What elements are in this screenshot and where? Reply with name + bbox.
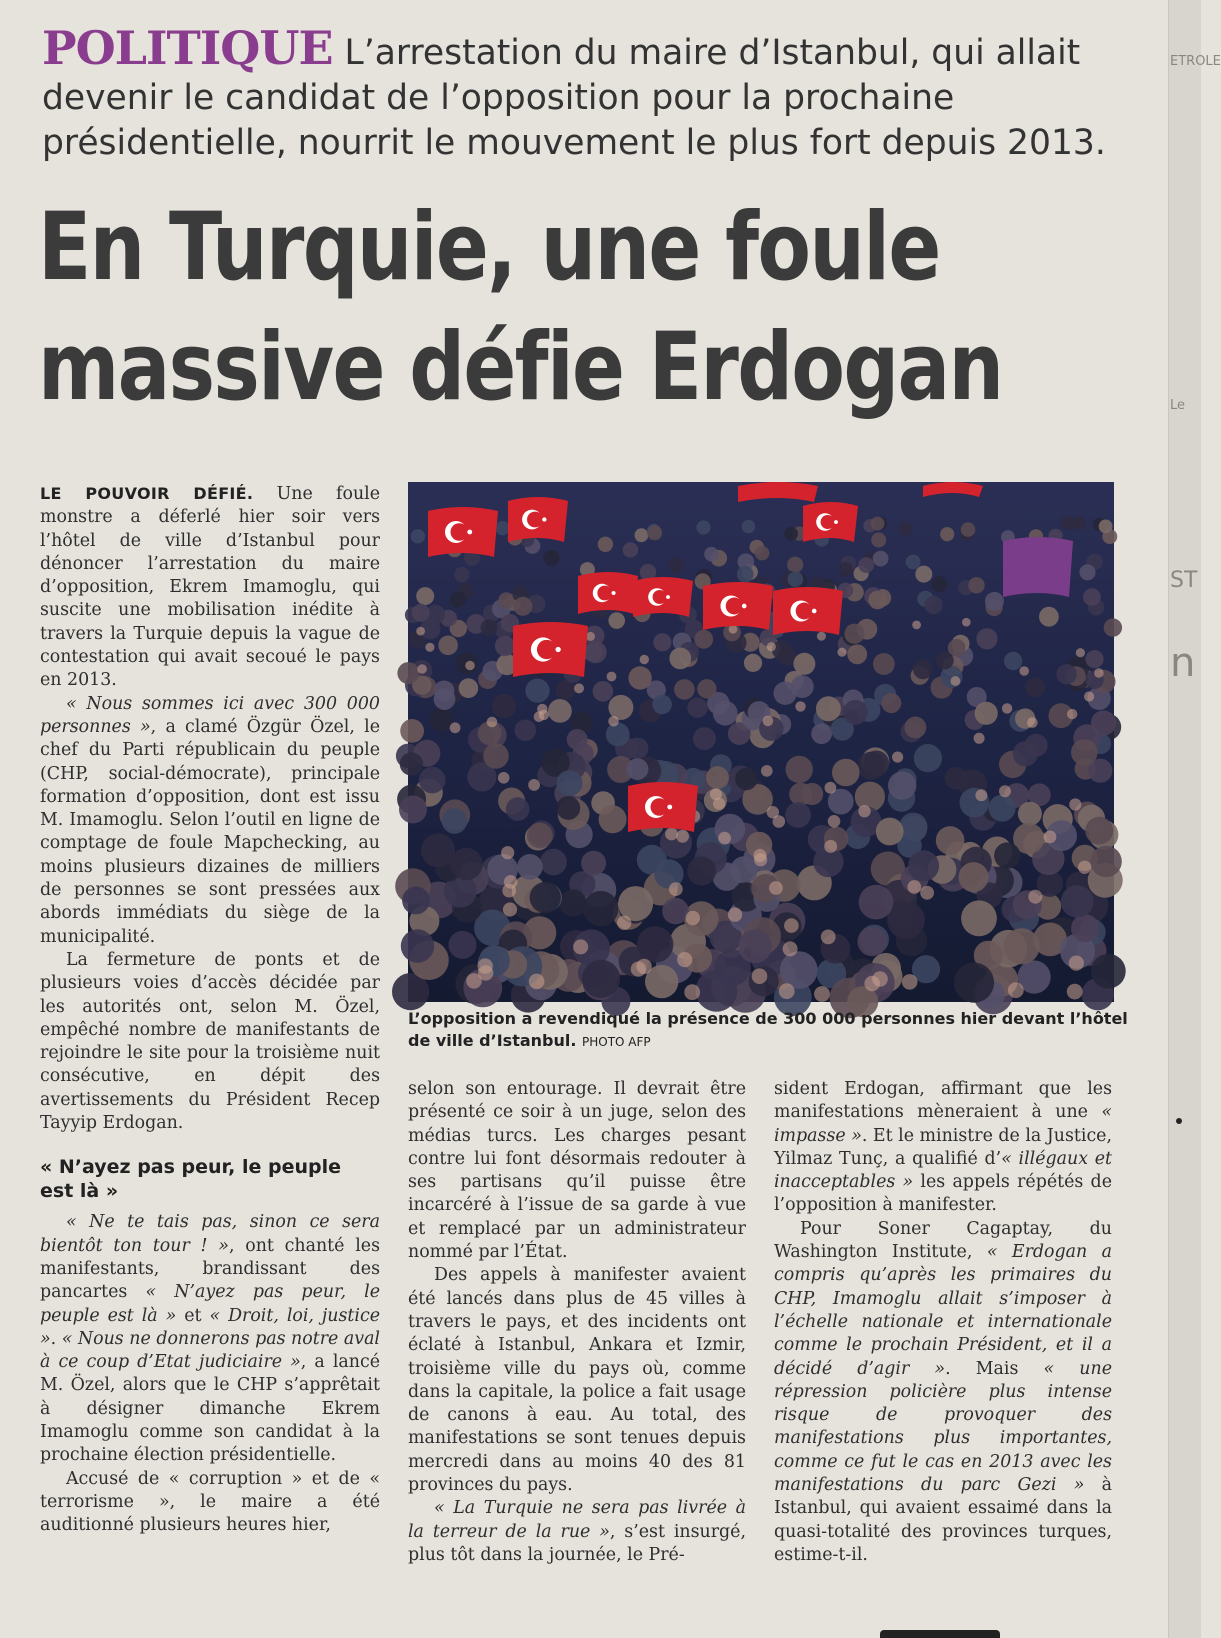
standfirst-text: L’arrestation du maire d’Istanbul, qui allait devenir le candidat de l’opposition pour la prochaine présidentielle, nourrit le mouvement le plus fort depuis 2013. (42, 33, 1106, 163)
turkish-flag (773, 587, 843, 635)
headline-line-2: massive défie Erdogan (38, 313, 1003, 422)
crowd-photo (408, 482, 1114, 1002)
turkish-flag (508, 497, 568, 542)
paragraph: La fermeture de ponts et de plusieurs voies d’accès décidée par les autorités ont, selon M. Özel, empêché nombre de manifestants de rejoindre le site pour la troisième nuit consécutive, en dépit des avertissements du Président Recep Tayyip Erdogan. (40, 949, 380, 1134)
adjacent-page-strip (1168, 0, 1201, 1638)
article-column-1 (40, 482, 380, 1537)
photo-caption: L’opposition a revendiqué la présence de 300 000 personnes hier devant l’hôtel de ville d’Istanbul. PHOTO AFP (408, 1009, 1128, 1050)
turkish-flag (578, 572, 638, 614)
adjacent-page-text: ETROLE (1170, 54, 1221, 69)
paragraph: « Nous sommes ici avec 300 000 personnes », a clamé Özgür Özel, le chef du Parti républicain du peuple (CHP, social-démocrate), principale formation d’opposition, dont est issu M. Imamoglu. Selon l’outil en ligne de comptage de foule Mapchecking, au moins plusieurs dizaines de milliers de personnes se sont pressées aux abords immédiats du siège de la municipalité. (40, 693, 380, 947)
paragraph: « Ne te tais pas, sinon ce sera bientôt ton tour ! », ont chanté les manifestants, brandissant des pancartes « N’ayez pas peur, le peuple est là » et « Droit, loi, justice ». « Nous ne donnerons pas notre aval à ce coup d’Etat judiciaire », a lancé M. Özel, alors que le CHP s’apprêtait à désigner dimanche Ekrem Imamoglu comme son candidat à la prochaine élection présidentielle. (40, 1212, 381, 1466)
turkish-flag (428, 507, 498, 557)
page-edge-mark (880, 1630, 1000, 1638)
adjacent-page-text: n (1170, 640, 1196, 686)
turkish-flag (513, 622, 588, 677)
photo-credit: PHOTO AFP (582, 1035, 651, 1049)
paragraph: sident Erdogan, affirmant que les manifestations mèneraient à une « impasse ». Et le ministre de la Justice, Yilmaz Tunç, a qualifié d’« illégaux et inacceptables » les appels répétés de l’opposition à manifester. (774, 1079, 1113, 1216)
adjacent-page-text: Le (1170, 398, 1186, 413)
paragraph: selon son entourage. Il devrait être présenté ce soir à un juge, selon des médias turcs. Les charges pesant contre lui font désormais redouter à ses partisans qu’il puisse être incarcéré à l’issue de sa garde à vue et remplacé par un administrateur nommé par l’État. (408, 1079, 746, 1263)
turkish-flag (1003, 537, 1073, 597)
print-speck (1176, 1118, 1182, 1124)
subheading: « N’ayez pas peur, le peuple est là » (40, 1156, 341, 1203)
crowd-with-flags-image (408, 482, 1114, 1002)
article-column-2 (408, 1078, 746, 1567)
paragraph: Des appels à manifester avaient été lancés dans plus de 45 villes à travers le pays, et des incidents ont éclaté à Istanbul, Ankara et Izmir, troisième ville du pays où, comme dans la capitale, la police a fait usage de canons à eau. Au total, des manifestations se sont tenues depuis mercredi dans au moins 40 des 81 provinces du pays. (408, 1265, 746, 1496)
turkish-flag (633, 577, 693, 617)
paragraph: « La Turquie ne sera pas livrée à la terreur de la rue », s’est insurgé, plus tôt dans la journée, le Pré- (408, 1498, 746, 1565)
paragraph: LE POUVOIR DÉFIÉ. Une foule monstre a déferlé hier soir vers l’hôtel de ville d’Istanbul pour dénoncer l’arrestation du maire d’opposition, Ekrem Imamoglu, qui suscite une mobilisation inédite à travers la Turquie depuis la vague de contestation qui avait secoué le pays en 2013. (40, 484, 380, 691)
turkish-flag (628, 782, 698, 832)
lead-in: LE POUVOIR DÉFIÉ. (40, 484, 254, 503)
article-column-3 (774, 1078, 1112, 1567)
paragraph: Accusé de « corruption » et de « terrorisme », le maire a été auditionné plusieurs heures hier, (40, 1468, 380, 1536)
turkish-flag (803, 502, 858, 542)
turkish-flag (703, 582, 773, 630)
paragraph: Pour Soner Cagaptay, du Washington Institute, « Erdogan a compris qu’après les primaires du CHP, Imamoglu allait s’imposer à l’échelle nationale et internationale comme le prochain Président, et il a décidé d’agir ». Mais « une répression policière plus intense risque de provoquer des manifestations plus importantes, comme ce fut le cas en 2013 avec les manifestations du parc Gezi » à Istanbul, qui avaient essaimé dans la quasi-totalité des provinces turques, estime-t-il. (774, 1218, 1112, 1565)
adjacent-page-text: ST (1170, 568, 1198, 593)
standfirst (42, 21, 1142, 166)
headline-line-1: En Turquie, une foule (38, 193, 940, 302)
headline (38, 188, 1003, 428)
section-kicker: POLITIQUE (42, 21, 333, 75)
